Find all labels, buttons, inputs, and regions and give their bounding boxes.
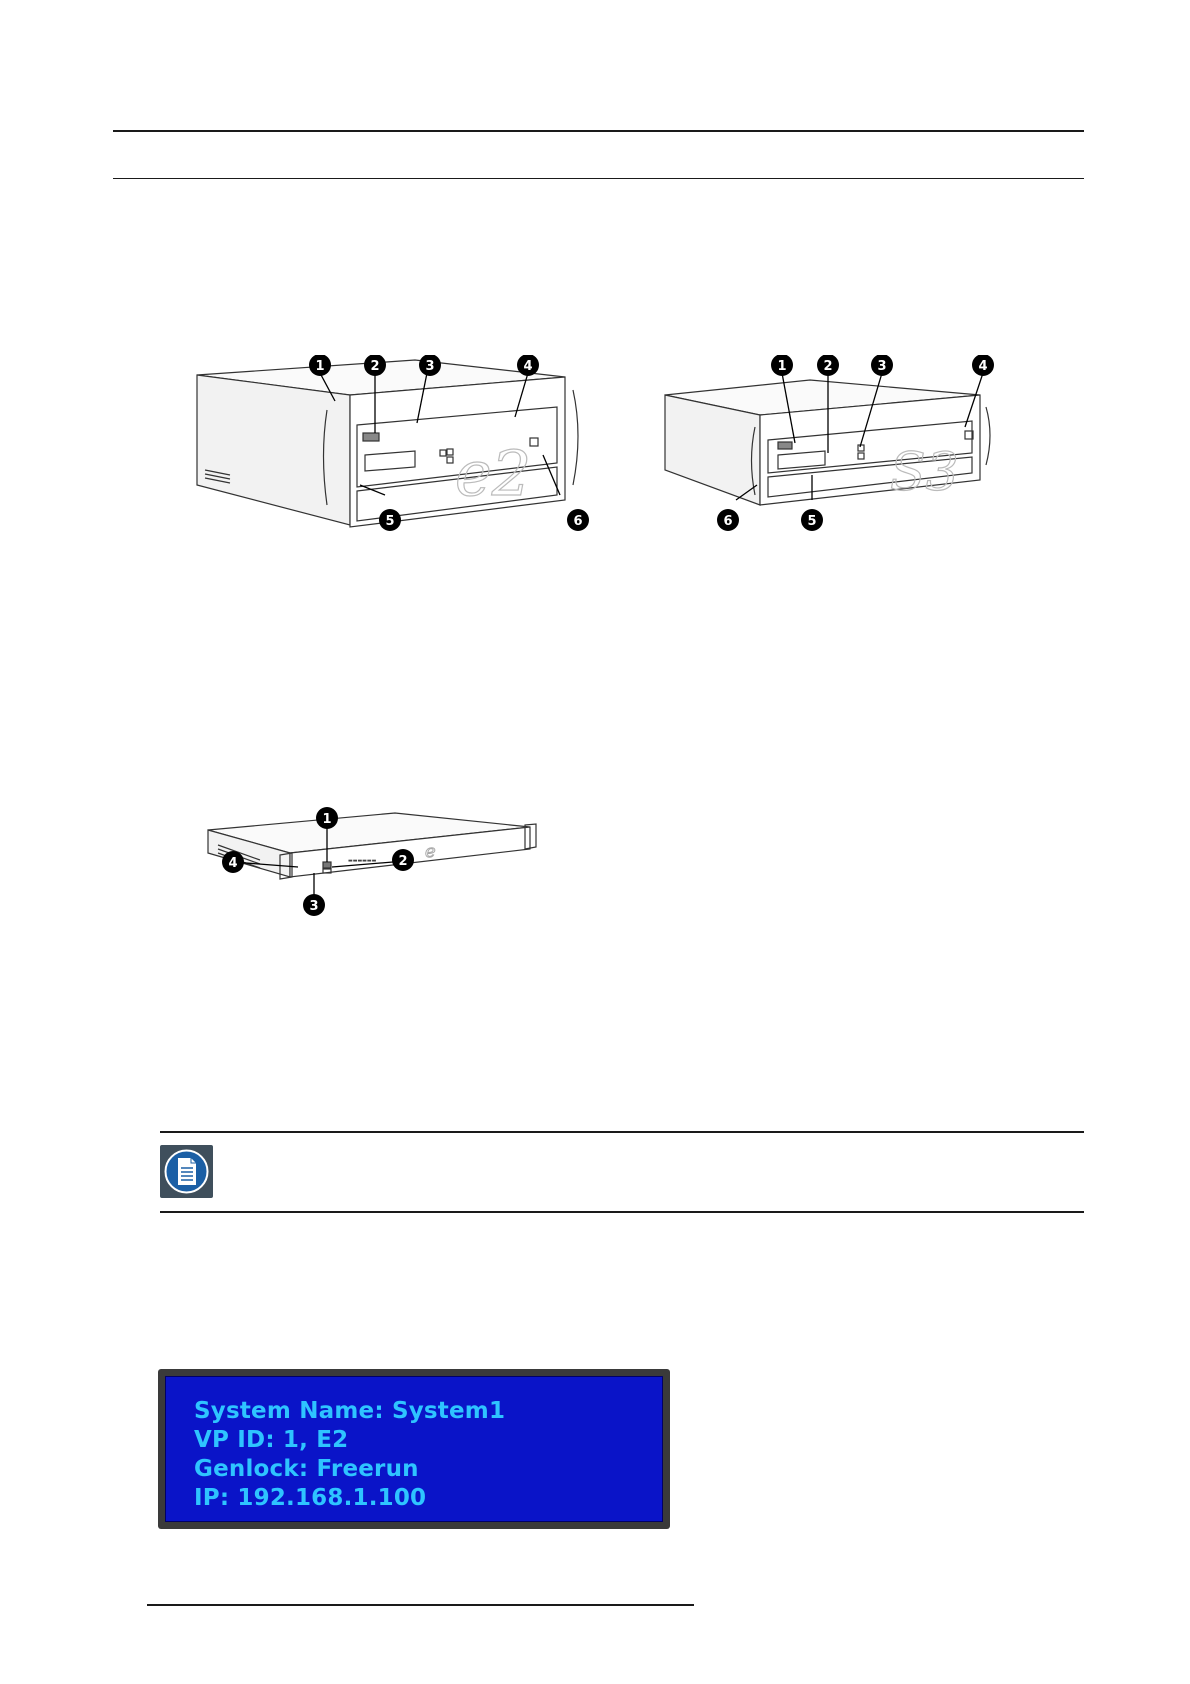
s3-callout-6: 6 (723, 514, 733, 529)
e2-device-figure (185, 355, 625, 565)
e2-callout-2: 2 (370, 359, 380, 374)
s3-callout-1: 1 (777, 359, 787, 374)
header-rule-bottom (113, 178, 1084, 179)
ec-callout-1: 1 (322, 812, 332, 827)
s3-logo-text: S3 (890, 443, 959, 503)
lcd-line-vp-id: VP ID: 1, E2 (194, 1427, 349, 1453)
s3-device-figure (660, 355, 1030, 565)
e2-callout-1: 1 (315, 359, 325, 374)
s3-callout-3: 3 (877, 359, 887, 374)
s3-callout-5: 5 (807, 514, 817, 529)
ec-callout-2: 2 (398, 854, 408, 869)
lcd-display (158, 1369, 670, 1529)
ec-device-figure (200, 805, 540, 940)
lcd-line-system-name: System Name: System1 (194, 1398, 506, 1424)
svg-text:e: e (425, 841, 436, 862)
e2-callout-5: 5 (385, 514, 395, 529)
note-rule-top (160, 1131, 1084, 1133)
lcd-line-ip: IP: 192.168.1.100 (194, 1485, 427, 1511)
e2-callout-4: 4 (523, 359, 533, 374)
e2-callout-6: 6 (573, 514, 583, 529)
footer-rule (147, 1604, 694, 1606)
header-rule-top (113, 130, 1084, 132)
ec-callout-3: 3 (309, 899, 319, 914)
note-rule-bottom (160, 1211, 1084, 1213)
e2-logo-text: e2 (455, 437, 532, 510)
lcd-screen (165, 1376, 663, 1522)
svg-text:▬▬▬▬▬▬: ▬▬▬▬▬▬ (348, 858, 377, 864)
s3-callout-2: 2 (823, 359, 833, 374)
ec-callout-4: 4 (228, 856, 238, 871)
e2-callout-3: 3 (425, 359, 435, 374)
document-note-icon (160, 1145, 213, 1198)
lcd-line-genlock: Genlock: Freerun (194, 1456, 419, 1482)
s3-callout-4: 4 (978, 359, 988, 374)
